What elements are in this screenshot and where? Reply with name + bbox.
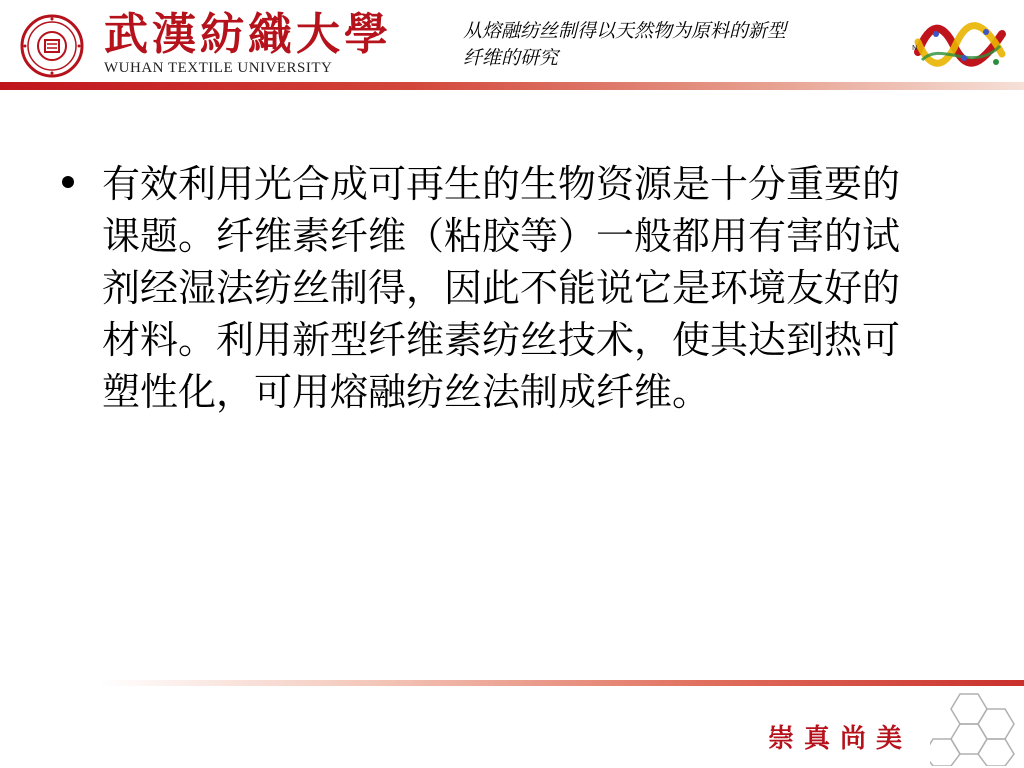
- university-name-en: WUHAN TEXTILE UNIVERSITY: [104, 60, 333, 76]
- slide-header-title: [463, 18, 903, 72]
- slide-content: [62, 158, 932, 418]
- header-title-line-1: 从熔融纺丝制得以天然物为原料的新型: [463, 20, 787, 42]
- university-name-cn: 武漢紡織大學: [104, 9, 392, 60]
- slide-header: [0, 0, 1024, 88]
- header-divider: [0, 82, 1024, 90]
- molecule-helix-icon: [912, 12, 1008, 80]
- university-motto: 崇真尚美: [768, 724, 913, 754]
- molecule-label: N: [912, 44, 918, 52]
- bullet-item: [62, 158, 932, 418]
- university-seal-icon: [20, 14, 84, 78]
- bullet-dot-icon: [62, 176, 74, 188]
- bullet-text: 有效利用光合成可再生的生物资源是十分重要的课题。纤维素纤维（粘胶等）一般都用有害的试剂经湿法纺丝制得，因此不能说它是环境友好的材料。利用新型纤维素纺丝技术，使其达到热可塑性化，可用熔融纺丝法制成纤维。: [102, 162, 901, 414]
- hexagon-pattern-icon: [930, 690, 1020, 766]
- header-title-line-2: 纤维的研究: [463, 47, 559, 69]
- footer-divider: [100, 680, 1024, 686]
